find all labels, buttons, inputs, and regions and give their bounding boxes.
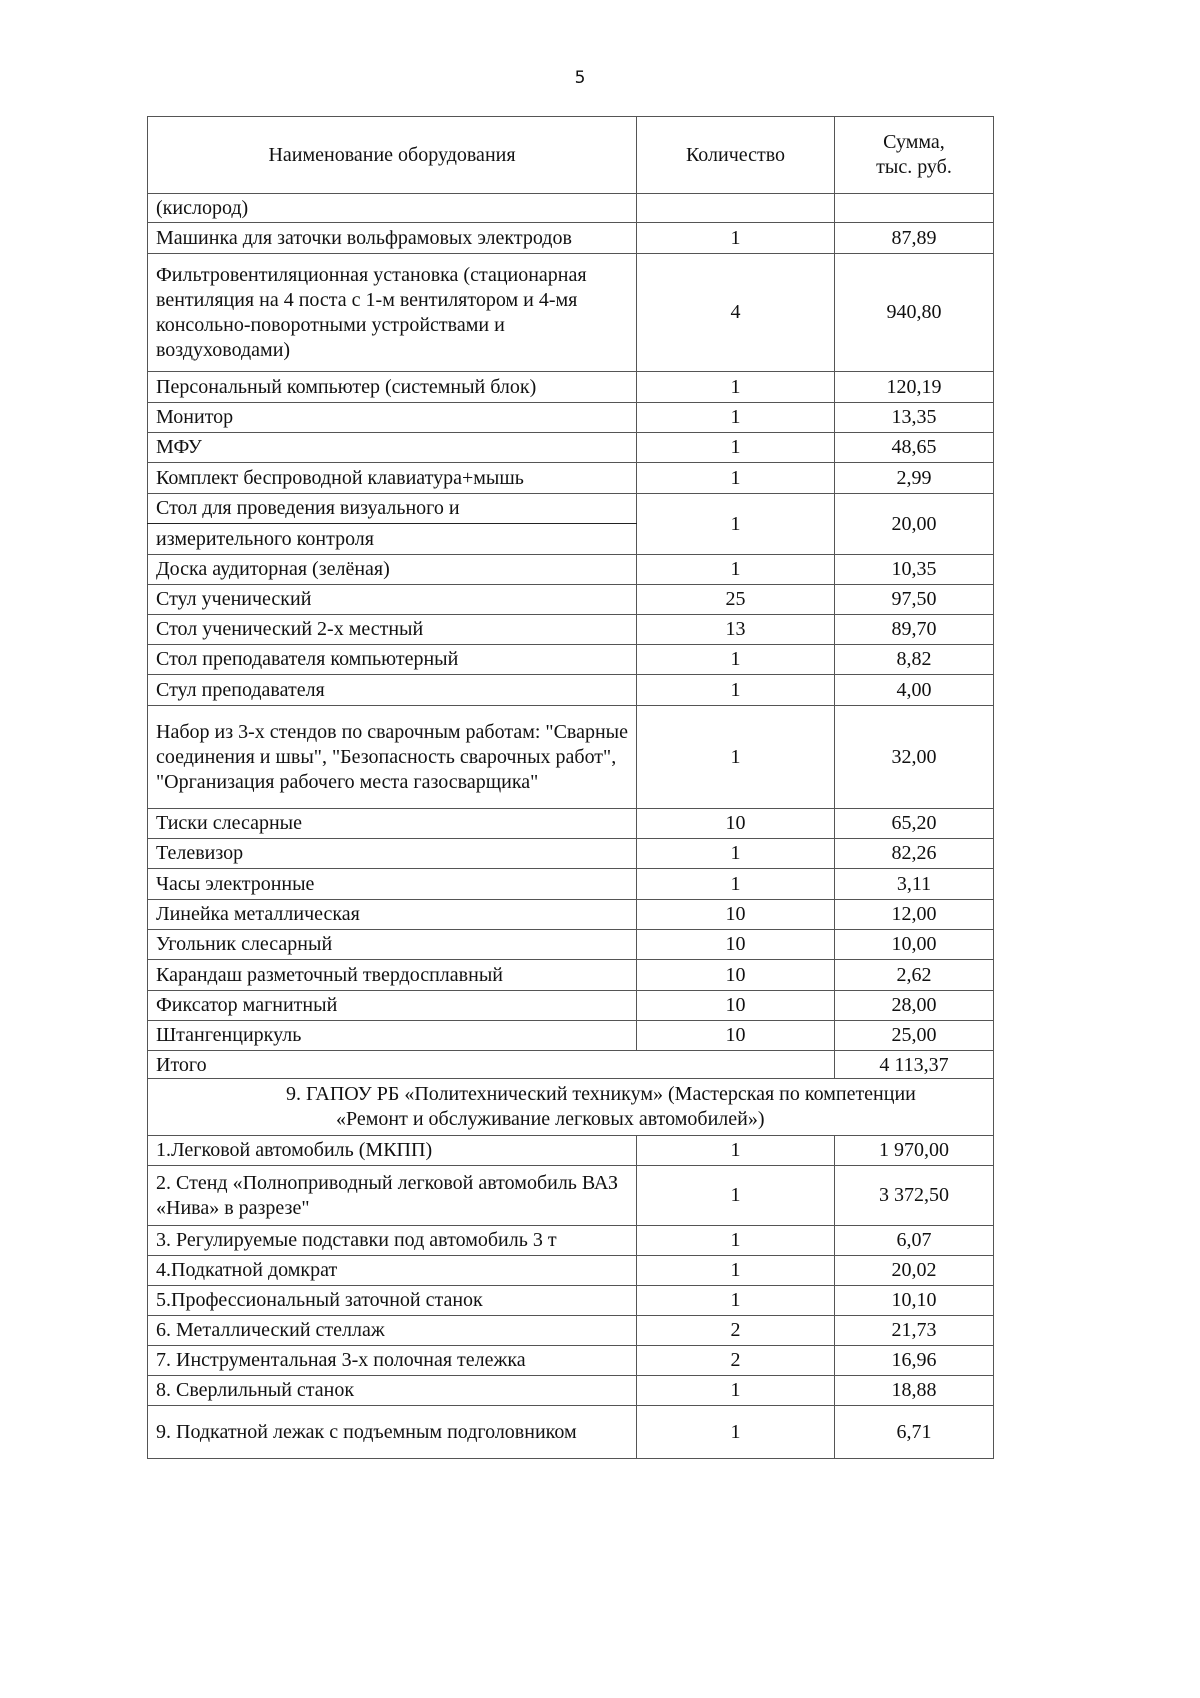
table-row	[148, 1286, 994, 1316]
cell-sum: 12,00	[835, 900, 994, 930]
table-row	[148, 494, 994, 524]
header-sum	[835, 117, 994, 194]
cell-sum: 32,00	[835, 706, 994, 809]
cell-name: 5.Профессиональный заточной станок	[148, 1286, 637, 1316]
cell-name: 7. Инструментальная 3-х полочная тележка	[148, 1346, 637, 1376]
table-header-row	[148, 117, 994, 194]
cell-sum: 940,80	[835, 254, 994, 372]
table-row	[148, 1376, 994, 1406]
cell-sum: 20,00	[835, 494, 994, 555]
total-label: Итого	[148, 1051, 835, 1079]
table-row	[148, 1136, 994, 1166]
cell-sum: 21,73	[835, 1316, 994, 1346]
cell-qty: 1	[637, 403, 835, 433]
cell-name: Фильтровентиляционная установка (стационарная вентиляция на 4 поста с 1-м вентилятором и 4-мя консольно-поворотными устройствами и воздуховодами)	[148, 254, 637, 372]
table-row	[148, 254, 994, 372]
section-heading-row	[148, 1079, 994, 1136]
table-row	[148, 1316, 994, 1346]
cell-name: Персональный компьютер (системный блок)	[148, 372, 637, 403]
cell-qty: 1	[637, 1256, 835, 1286]
cell-sum: 2,99	[835, 463, 994, 494]
header-quantity: Количество	[637, 117, 835, 194]
cell-sum: 25,00	[835, 1021, 994, 1051]
cell-name: Фиксатор магнитный	[148, 991, 637, 1021]
section-heading	[148, 1079, 994, 1136]
cell-qty: 1	[637, 463, 835, 494]
cell-sum: 16,96	[835, 1346, 994, 1376]
cell-name: МФУ	[148, 433, 637, 463]
table-row	[148, 991, 994, 1021]
cell-qty: 1	[637, 675, 835, 706]
header-sum-line2: тыс. руб.	[876, 156, 952, 178]
cell-sum: 3,11	[835, 869, 994, 900]
page-number: 5	[574, 68, 586, 88]
table-row	[148, 960, 994, 991]
cell-qty: 10	[637, 930, 835, 960]
table-row	[148, 1256, 994, 1286]
cell-name: Набор из 3-х стендов по сварочным работам: "Сварные соединения и швы", "Безопасность сварочных работ", "Организация рабочего места газосварщика"	[148, 706, 637, 809]
cell-sum: 10,00	[835, 930, 994, 960]
cell-sum: 28,00	[835, 991, 994, 1021]
cell-name: Стол преподавателя компьютерный	[148, 645, 637, 675]
cell-name: Тиски слесарные	[148, 809, 637, 839]
cell-qty: 25	[637, 585, 835, 615]
cell-name: Машинка для заточки вольфрамовых электродов	[148, 223, 637, 254]
table-row	[148, 223, 994, 254]
cell-sum: 18,88	[835, 1376, 994, 1406]
table-row	[148, 1226, 994, 1256]
table-row	[148, 615, 994, 645]
cell-sum: 8,82	[835, 645, 994, 675]
cell-sum: 120,19	[835, 372, 994, 403]
cell-qty: 1	[637, 869, 835, 900]
cell-name: Угольник слесарный	[148, 930, 637, 960]
cell-qty: 1	[637, 372, 835, 403]
total-sum: 4 113,37	[835, 1051, 994, 1079]
cell-name: Телевизор	[148, 839, 637, 869]
cell-name: Часы электронные	[148, 869, 637, 900]
cell-sum: 10,10	[835, 1286, 994, 1316]
cell-sum: 20,02	[835, 1256, 994, 1286]
cell-name: Монитор	[148, 403, 637, 433]
cell-sum: 4,00	[835, 675, 994, 706]
table-row	[148, 585, 994, 615]
cell-qty: 1	[637, 223, 835, 254]
table-row	[148, 403, 994, 433]
cell-sum	[835, 194, 994, 223]
table-row	[148, 1406, 994, 1459]
section-title-line1: 9. ГАПОУ РБ «Политехнический техникум» (Мастерская по компетенции	[286, 1083, 916, 1105]
cell-qty: 1	[637, 555, 835, 585]
cell-qty	[637, 194, 835, 223]
table-row	[148, 555, 994, 585]
cell-qty: 13	[637, 615, 835, 645]
cell-qty: 10	[637, 1021, 835, 1051]
cell-qty: 10	[637, 900, 835, 930]
cell-sum: 97,50	[835, 585, 994, 615]
table-row	[148, 194, 994, 223]
cell-qty: 10	[637, 960, 835, 991]
cell-name: 4.Подкатной домкрат	[148, 1256, 637, 1286]
cell-sum: 48,65	[835, 433, 994, 463]
cell-qty: 1	[637, 494, 835, 555]
cell-qty: 10	[637, 809, 835, 839]
table-row	[148, 1021, 994, 1051]
cell-qty: 1	[637, 1166, 835, 1226]
cell-sum: 89,70	[835, 615, 994, 645]
cell-qty: 1	[637, 1376, 835, 1406]
cell-qty: 1	[637, 1136, 835, 1166]
table-row	[148, 706, 994, 809]
cell-sum: 6,71	[835, 1406, 994, 1459]
cell-qty: 2	[637, 1346, 835, 1376]
cell-name: Стул преподавателя	[148, 675, 637, 706]
table-row	[148, 433, 994, 463]
cell-name: 9. Подкатной лежак с подъемным подголовником	[148, 1406, 637, 1459]
cell-qty: 1	[637, 645, 835, 675]
header-sum-line1: Сумма,	[883, 131, 945, 153]
cell-sum: 6,07	[835, 1226, 994, 1256]
cell-name: Линейка металлическая	[148, 900, 637, 930]
cell-sum: 87,89	[835, 223, 994, 254]
section-title-line2: «Ремонт и обслуживание легковых автомобилей»)	[336, 1108, 765, 1130]
cell-name: 6. Металлический стеллаж	[148, 1316, 637, 1346]
table-row	[148, 675, 994, 706]
table-row	[148, 463, 994, 494]
equipment-table	[147, 116, 994, 1459]
cell-sum: 2,62	[835, 960, 994, 991]
cell-qty: 10	[637, 991, 835, 1021]
cell-name: Комплект беспроводной клавиатура+мышь	[148, 463, 637, 494]
cell-sum: 3 372,50	[835, 1166, 994, 1226]
cell-sum: 82,26	[835, 839, 994, 869]
table-row	[148, 645, 994, 675]
cell-name: Стол для проведения визуального и	[148, 494, 637, 524]
table-row	[148, 372, 994, 403]
table-row	[148, 809, 994, 839]
cell-name: (кислород)	[148, 194, 637, 223]
cell-qty: 1	[637, 433, 835, 463]
cell-name: измерительного контроля	[148, 524, 637, 555]
total-row	[148, 1051, 994, 1079]
cell-sum: 10,35	[835, 555, 994, 585]
cell-qty: 1	[637, 1226, 835, 1256]
cell-name: Штангенциркуль	[148, 1021, 637, 1051]
table-row	[148, 1166, 994, 1226]
cell-name: Стул ученический	[148, 585, 637, 615]
table-row	[148, 1346, 994, 1376]
cell-qty: 2	[637, 1316, 835, 1346]
cell-qty: 1	[637, 1406, 835, 1459]
table-row	[148, 930, 994, 960]
table-row	[148, 900, 994, 930]
table-row	[148, 839, 994, 869]
cell-qty: 1	[637, 839, 835, 869]
cell-sum: 65,20	[835, 809, 994, 839]
header-name: Наименование оборудования	[148, 117, 637, 194]
cell-name: Карандаш разметочный твердосплавный	[148, 960, 637, 991]
cell-name: 8. Сверлильный станок	[148, 1376, 637, 1406]
cell-sum: 13,35	[835, 403, 994, 433]
table-row	[148, 869, 994, 900]
cell-name: Стол ученический 2-х местный	[148, 615, 637, 645]
cell-qty: 1	[637, 1286, 835, 1316]
cell-name: 2. Стенд «Полноприводный легковой автомобиль ВАЗ «Нива» в разрезе"	[148, 1166, 637, 1226]
cell-name: 3. Регулируемые подставки под автомобиль 3 т	[148, 1226, 637, 1256]
cell-name: Доска аудиторная (зелёная)	[148, 555, 637, 585]
cell-qty: 1	[637, 706, 835, 809]
cell-name: 1.Легковой автомобиль (МКПП)	[148, 1136, 637, 1166]
cell-qty: 4	[637, 254, 835, 372]
cell-sum: 1 970,00	[835, 1136, 994, 1166]
